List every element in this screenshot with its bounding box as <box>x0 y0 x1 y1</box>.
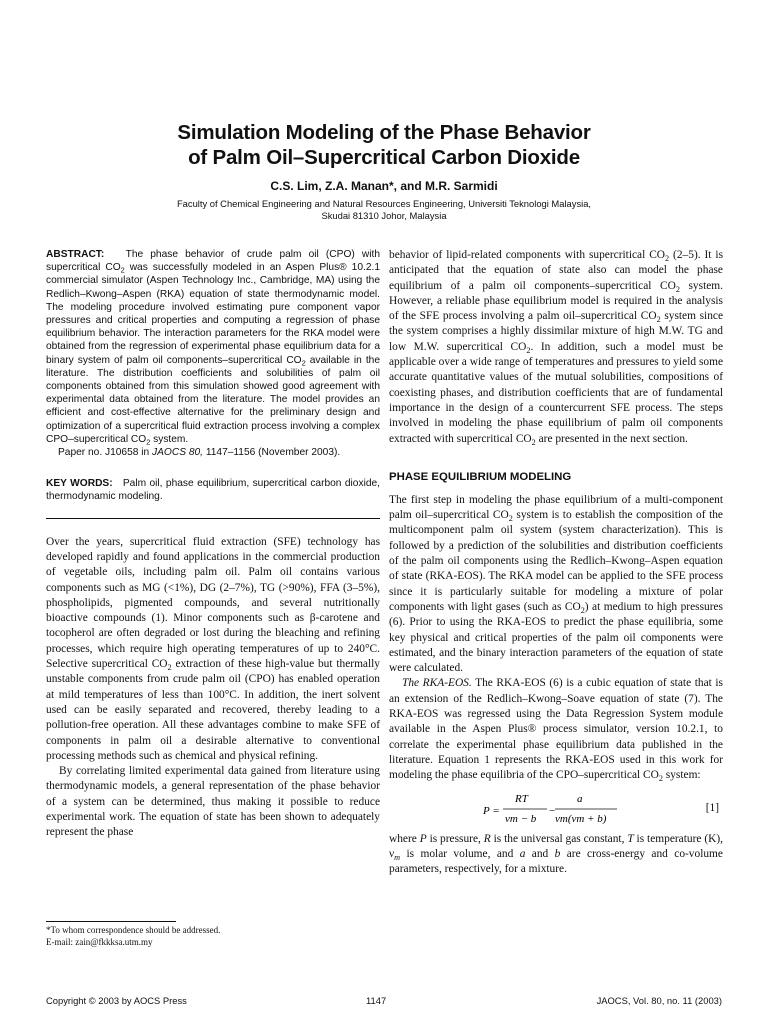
title-line-2: of Palm Oil–Supercritical Carbon Dioxide <box>188 146 580 169</box>
abstract-label: ABSTRACT: <box>46 249 105 260</box>
abstract: ABSTRACT: The phase behavior of crude palm oil (CPO) with supercritical $CO_2$ was successfully modeled in an Aspen Plus® 10.2.1 commercial simulator (Aspen Technology Inc., Cambridge, MA) using the Redlich–Kwong–Aspen (RKA) equation of state thermodynamic model. The modeling procedure involved estimating pure component vapor pressures and critical properties and computing a regression of phase equilibrium behavior. The interaction parameters for the RKA model were obtained from the regression of experimental phase equilibrium data for a binary system of palm oil components–supercritical $CO_2$ available in the literature. The distribution coefficients and solubilities of palm oil components obtained from this simulation showed good agreement with experimental data obtained from the literature. The model provides an efficient and cost-effective alternative for the preliminary design and optimization of a supercritical fluid extraction process involving a complex CPO–supercritical $CO_2$ system. <box>46 249 381 447</box>
section-divider <box>46 518 380 519</box>
footnote-divider <box>46 921 176 922</box>
eq-minus: − <box>549 804 556 817</box>
article-header <box>0 120 768 222</box>
eq-numerator-1: RT <box>515 792 528 805</box>
eq-denominator-2: νm(νm + b) <box>555 812 607 825</box>
right-paragraph-3: The RKA-EOS. The RKA-EOS (6) is a cubic equation of state that is an extension of the Redlich–Kwong–Soave equation of state (7). The RKA-EOS was regressed using the Data Regression System module available in the Aspen Plus® process simulator, version 10.2.1, to correlate the experimental phase equilibrium data published in the literature. Equation 1 represents the RKA-EOS used in this work for modeling the phase equilibria of the CPO–supercritical $CO_2$ system: <box>389 677 723 784</box>
right-paragraph-4: where P is pressure, R is the universal gas constant, T is temperature (K), $\nu_m$ is molar volume, and a and b are cross-energy and co-volume parameters, respectively, for a mixture. <box>389 832 723 876</box>
page-footer <box>46 995 722 1009</box>
journal-citation: JAOCS, Vol. 80, no. 11 (2003) <box>596 995 722 1006</box>
eq-lhs: P <box>483 804 490 817</box>
eq-denominator-1: νm − b <box>505 812 537 825</box>
paper-number: Paper no. J10658 in JAOCS 80, 1147–1156 (November 2003). <box>58 447 341 459</box>
intro-paragraph-1: Over the years, supercritical fluid extraction (SFE) technology has developed rapidly and found applications in the commercial production of vegetable oils, including palm oil. Palm oil contains various components such as MG (<1%), DG (2–7%), TG (>90%), FFA (3–5%), phospholipids, pigmented compounds, and several nutritionally bioactive compounds (1). Minor components such as β-carotene and tocopherol are often degraded or lost during the bleaching and refining processes, which require high operating temperatures of up to 240°C. Selective supercritical $CO_2$ extraction of these high-value but thermally unstable components from crude palm oil (CPO) has enabled operation at mild temperatures of less than 100°C. In addition, the inert solvent used can be easily separated and recovered, thereby leading to a pollution-free operation. All these advantages combine to make SFE of components in palm oil a desirable alternative to conventional processing methods such as chemical and physical refining. <box>46 535 381 762</box>
eq-equals: = <box>493 804 500 817</box>
right-paragraph-2: The first step in modeling the phase equilibrium of a multi-component palm oil–supercritical $CO_2$ system is to establish the composition of the multicomponent palm oil system (system characterization). This is followed by a prediction of the solubilities and distribution coefficients of the palm oil components using the Redlich–Kwong–Aspen equation of state (RKA-EOS). The RKA model can be applied to the SFE process since it is particularly suitable for modeling a mixture of polar components with light gases (such as $CO_2$) at medium to high pressures (6). Prior to using the RKA-EOS to predict the phase equilibria, some key physical and critical properties of the palm oil components were estimated, and the binary interaction parameters of the equation of state were calculated. <box>389 493 723 675</box>
right-paragraph-1: behavior of lipid-related components with supercritical $CO_2$ (2–5). It is anticipated that the equation of state also can model the phase equilibrium of a palm oil components–supercritical $CO_2$ system. However, a reliable phase equilibrium model is required in the analysis of the SFE process involving a palm oil–supercritical $CO_2$ system since the system comprises a highly dissimilar mixture of high M.W. TG and low M.W. supercritical $CO_2$. In addition, such a model must be applicable over a wide range of temperatures and pressures to yield some accurate quantitative values of the mutual solubilities, compositions of coexisting phases, and distribution coefficients that are of fundamental importance in the design of a countercurrent SFE process. The steps involved in modeling the phase equilibrium of palm oil components extracted with supercritical $CO_2$ are presented in the next section. <box>389 249 724 447</box>
correspondence-note: *To whom correspondence should be addressed. <box>46 925 221 935</box>
title-line-1: Simulation Modeling of the Phase Behavior <box>177 121 591 144</box>
equation-1 <box>389 788 723 832</box>
intro-paragraph-2: By correlating limited experimental data gained from literature using thermodynamic models, a general representation of the phase behavior of a system can be determined, thus making it possible to reduce experimental work. The equation of state has been shown to adequately represent the phase <box>46 765 380 839</box>
section-heading: PHASE EQUILIBRIUM MODELING <box>389 470 572 483</box>
right-column <box>389 248 723 877</box>
footnotes <box>46 924 346 948</box>
keywords-label: KEY WORDS: <box>46 478 113 490</box>
authors: C.S. Lim, Z.A. Manan*, and M.R. Sarmidi <box>270 179 498 193</box>
left-column <box>46 248 380 841</box>
equation-number: [1] <box>705 801 719 814</box>
copyright: Copyright © 2003 by AOCS Press <box>46 995 187 1006</box>
email-note: E-mail: zain@fkkksa.utm.my <box>46 937 153 947</box>
article-title <box>0 120 768 170</box>
introduction <box>46 535 380 841</box>
eq-numerator-2: a <box>577 792 583 805</box>
keywords: KEY WORDS: Palm oil, phase equilibrium, supercritical carbon dioxide, thermodynamic modeling. <box>46 478 380 503</box>
equation-graphic <box>389 788 723 832</box>
affiliation: Faculty of Chemical Engineering and Natural Resources Engineering, Universiti Teknologi Malaysia, Skudai 81310 Johor, Malaysia <box>176 198 592 221</box>
page-number: 1147 <box>366 995 387 1006</box>
